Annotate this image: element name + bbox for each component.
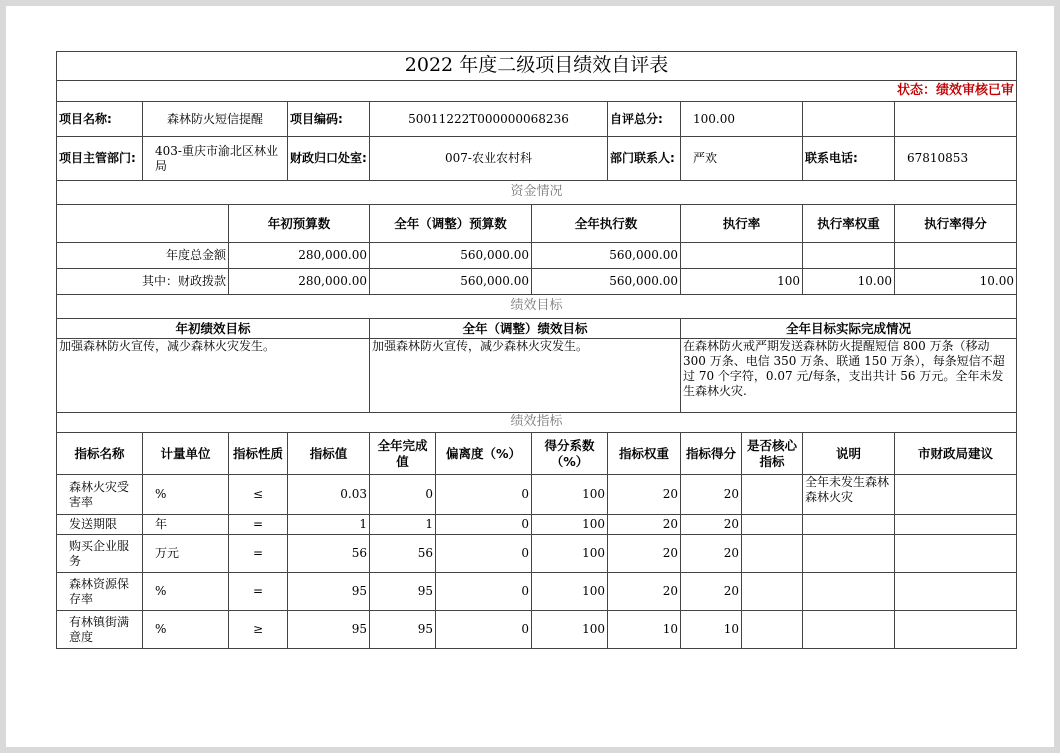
funds-adjusted: 560,000.00 <box>370 269 532 295</box>
indicator-weight: 20 <box>608 515 681 535</box>
ind-header: 说明 <box>803 433 895 475</box>
project-code: 50011222T000000068236 <box>370 102 608 137</box>
indicator-coefficient: 100 <box>532 535 608 573</box>
indicator-note <box>803 535 895 573</box>
indicator-row <box>57 475 1017 515</box>
funds-header-blank <box>57 205 229 243</box>
indicator-core <box>742 475 803 515</box>
indicator-unit: % <box>143 475 229 515</box>
funds-section-title: 资金情况 <box>57 181 1017 205</box>
ind-header: 指标名称 <box>57 433 143 475</box>
funds-adjusted: 560,000.00 <box>370 243 532 269</box>
indicators-section-title: 绩效指标 <box>57 413 1017 433</box>
indicator-core <box>742 611 803 649</box>
indicator-coefficient: 100 <box>532 573 608 611</box>
office-label: 财政归口处室: <box>288 137 370 181</box>
indicator-weight: 20 <box>608 475 681 515</box>
indicator-name: 森林火灾受害率 <box>57 475 143 515</box>
indicator-coefficient: 100 <box>532 475 608 515</box>
indicator-nature: = <box>229 535 288 573</box>
indicator-nature: = <box>229 573 288 611</box>
funds-weight: 10.00 <box>803 269 895 295</box>
phone-label: 联系电话: <box>803 137 895 181</box>
goal-actual: 在森林防火戒严期发送森林防火提醒短信 800 万条（移动 300 万条、电信 350 万条、联通 150 万条），每条短信不超过 70 个字符，0.07 元/每条，支出共计 56 万元。全年未发生森林火灾. <box>681 339 1017 413</box>
indicator-note <box>803 573 895 611</box>
indicator-core <box>742 573 803 611</box>
funds-row <box>57 269 1017 295</box>
goals-header-actual: 全年目标实际完成情况 <box>681 319 1017 339</box>
ind-header: 是否核心指标 <box>742 433 803 475</box>
ind-header: 指标权重 <box>608 433 681 475</box>
indicator-nature: ≥ <box>229 611 288 649</box>
phone-value: 67810853 <box>895 137 1017 181</box>
indicator-done: 95 <box>370 611 436 649</box>
indicator-done: 95 <box>370 573 436 611</box>
indicator-value: 95 <box>288 573 370 611</box>
funds-row-label: 年度总金额 <box>57 243 229 269</box>
indicator-nature: ≤ <box>229 475 288 515</box>
indicator-advice <box>895 515 1017 535</box>
total-score: 100.00 <box>681 102 803 137</box>
indicator-name: 发送期限 <box>57 515 143 535</box>
indicator-row <box>57 535 1017 573</box>
funds-header-rate: 执行率 <box>681 205 803 243</box>
funds-header-score: 执行率得分 <box>895 205 1017 243</box>
funds-row-label: 其中：财政拨款 <box>57 269 229 295</box>
indicator-done: 1 <box>370 515 436 535</box>
dept-label: 项目主管部门: <box>57 137 143 181</box>
indicator-unit: 年 <box>143 515 229 535</box>
funds-executed: 560,000.00 <box>532 243 681 269</box>
indicator-deviation: 0 <box>436 535 532 573</box>
ind-header: 指标得分 <box>681 433 742 475</box>
page-title: 2022 年度二级项目绩效自评表 <box>57 52 1017 81</box>
indicator-unit: 万元 <box>143 535 229 573</box>
ind-header: 偏离度（%） <box>436 433 532 475</box>
indicator-nature: = <box>229 515 288 535</box>
indicator-deviation: 0 <box>436 611 532 649</box>
indicator-row <box>57 573 1017 611</box>
indicator-note: 全年未发生森林森林火灾 <box>803 475 895 515</box>
indicator-note <box>803 611 895 649</box>
indicator-row <box>57 515 1017 535</box>
goal-initial: 加强森林防火宣传，减少森林火灾发生。 <box>57 339 370 413</box>
indicator-core <box>742 535 803 573</box>
indicator-unit: % <box>143 611 229 649</box>
ind-header: 指标值 <box>288 433 370 475</box>
indicator-advice <box>895 611 1017 649</box>
funds-executed: 560,000.00 <box>532 269 681 295</box>
indicator-weight: 20 <box>608 535 681 573</box>
indicator-name: 购买企业服务 <box>57 535 143 573</box>
indicator-score: 20 <box>681 515 742 535</box>
funds-budget: 280,000.00 <box>229 269 370 295</box>
indicator-done: 0 <box>370 475 436 515</box>
indicator-coefficient: 100 <box>532 515 608 535</box>
contact-value: 严欢 <box>681 137 803 181</box>
funds-header-weight: 执行率权重 <box>803 205 895 243</box>
indicator-row <box>57 611 1017 649</box>
ind-header: 市财政局建议 <box>895 433 1017 475</box>
ind-header: 计量单位 <box>143 433 229 475</box>
indicator-value: 0.03 <box>288 475 370 515</box>
score-label: 自评总分: <box>608 102 681 137</box>
indicator-score: 20 <box>681 573 742 611</box>
indicator-advice <box>895 475 1017 515</box>
indicator-value: 95 <box>288 611 370 649</box>
indicator-coefficient: 100 <box>532 611 608 649</box>
funds-rate <box>681 243 803 269</box>
funds-header-budget: 年初预算数 <box>229 205 370 243</box>
empty-cell <box>895 102 1017 137</box>
dept-value: 403-重庆市渝北区林业局 <box>143 137 288 181</box>
ind-header: 全年完成值 <box>370 433 436 475</box>
indicator-name: 森林资源保存率 <box>57 573 143 611</box>
indicator-score: 20 <box>681 475 742 515</box>
goals-header-adjusted: 全年（调整）绩效目标 <box>370 319 681 339</box>
ind-header: 指标性质 <box>229 433 288 475</box>
ind-header: 得分系数（%） <box>532 433 608 475</box>
indicator-note <box>803 515 895 535</box>
office-value: 007-农业农村科 <box>370 137 608 181</box>
funds-row <box>57 243 1017 269</box>
funds-budget: 280,000.00 <box>229 243 370 269</box>
funds-score <box>895 243 1017 269</box>
indicator-unit: % <box>143 573 229 611</box>
indicator-value: 56 <box>288 535 370 573</box>
indicator-advice <box>895 535 1017 573</box>
goals-header-initial: 年初绩效目标 <box>57 319 370 339</box>
indicator-deviation: 0 <box>436 515 532 535</box>
indicator-score: 20 <box>681 535 742 573</box>
goal-adjusted: 加强森林防火宣传，减少森林火灾发生。 <box>370 339 681 413</box>
empty-cell <box>803 102 895 137</box>
indicator-deviation: 0 <box>436 475 532 515</box>
project-name: 森林防火短信提醒 <box>143 102 288 137</box>
funds-header-executed: 全年执行数 <box>532 205 681 243</box>
status-badge: 状态：绩效审核已审 <box>57 81 1017 102</box>
indicator-done: 56 <box>370 535 436 573</box>
indicator-advice <box>895 573 1017 611</box>
goals-section-title: 绩效目标 <box>57 295 1017 319</box>
project-code-label: 项目编码: <box>288 102 370 137</box>
indicator-weight: 10 <box>608 611 681 649</box>
indicator-score: 10 <box>681 611 742 649</box>
project-name-label: 项目名称: <box>57 102 143 137</box>
indicator-value: 1 <box>288 515 370 535</box>
funds-score: 10.00 <box>895 269 1017 295</box>
funds-header-adjusted: 全年（调整）预算数 <box>370 205 532 243</box>
indicator-core <box>742 515 803 535</box>
indicator-name: 有林镇街满意度 <box>57 611 143 649</box>
performance-table <box>56 51 1017 649</box>
funds-rate: 100 <box>681 269 803 295</box>
indicator-weight: 20 <box>608 573 681 611</box>
indicator-deviation: 0 <box>436 573 532 611</box>
funds-weight <box>803 243 895 269</box>
contact-label: 部门联系人: <box>608 137 681 181</box>
